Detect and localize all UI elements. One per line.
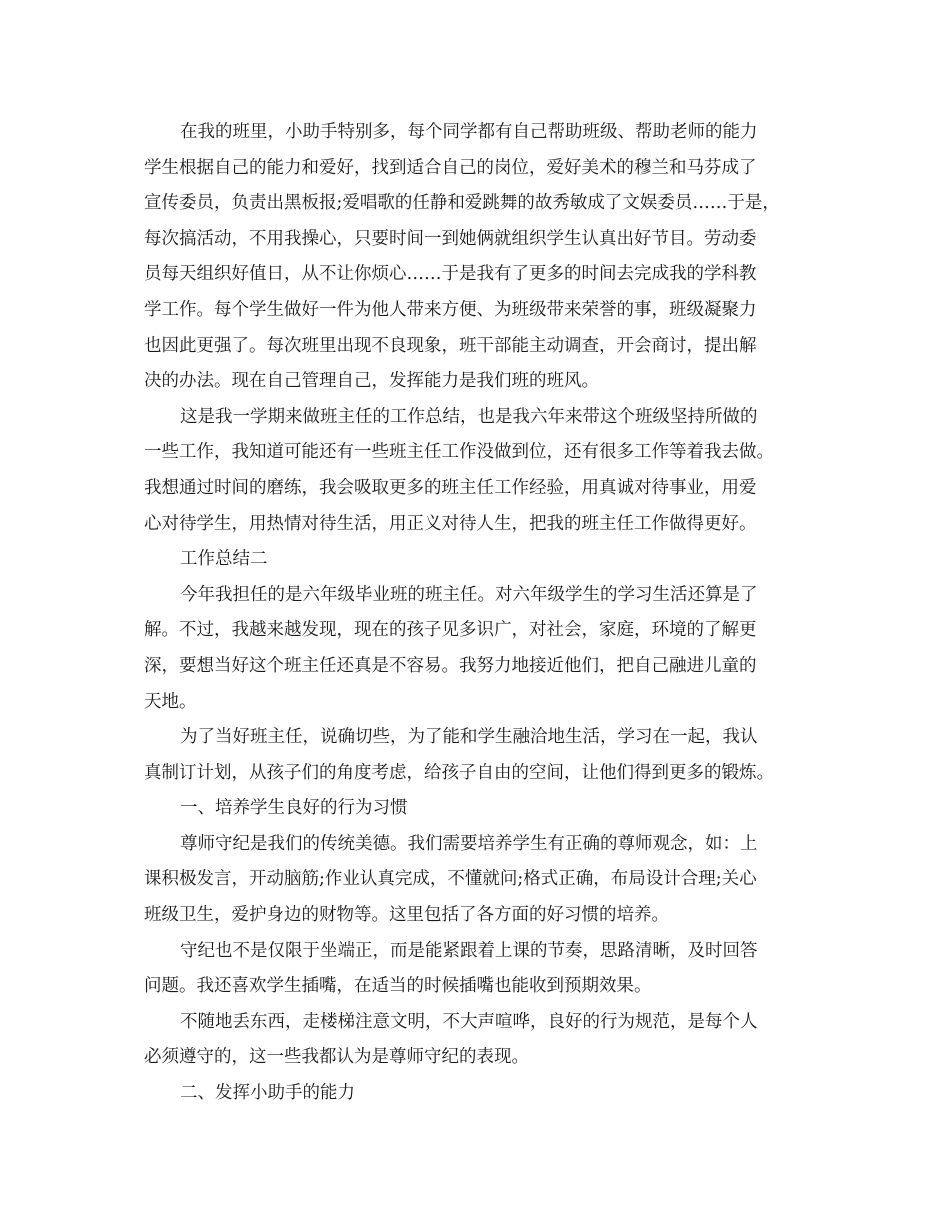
text-line: 每次搞活动，不用我操心，只要时间一到她俩就组织学生认真出好节目。劳动委 — [144, 228, 757, 249]
text-line: 也因此更强了。每次班里出现不良现象，班干部能主动调查，开会商讨，提出解 — [144, 335, 757, 356]
text-line: 解。不过，我越来越发现，现在的孩子见多识广，对社会，家庭，环境的了解更 — [144, 620, 757, 641]
paragraph-first-line: 这是我一学期来做班主任的工作总结，也是我六年来带这个班级坚持所做的 — [180, 406, 758, 427]
paragraph-first-line: 不随地丢东西，走楼梯注意文明，不大声喧哗，良好的行为规范，是每个人 — [180, 1011, 758, 1032]
paragraph-first-line: 守纪也不是仅限于坐端正，而是能紧跟着上课的节奏，思路清晰，及时回答 — [180, 940, 758, 961]
text-line: 心对待学生，用热情对待生活，用正义对待人生，把我的班主任工作做得更好。 — [144, 513, 757, 534]
text-line: 问题。我还喜欢学生插嘴，在适当的时候插嘴也能收到预期效果。 — [144, 976, 652, 997]
paragraph-first-line: 工作总结二 — [180, 549, 268, 570]
text-line: 课积极发言，开动脑筋;作业认真完成，不懂就问;格式正确，布局设计合理;关心 — [144, 869, 757, 890]
paragraph-first-line: 二、发挥小助手的能力 — [180, 1083, 355, 1104]
text-line: 宣传委员，负责出黑板报;爱唱歌的任静和爱跳舞的故秀敏成了文娱委员……于是， — [144, 193, 780, 214]
document-body — [144, 115, 816, 1112]
text-line: 天地。 — [144, 691, 197, 712]
paragraph-first-line: 一、培养学生良好的行为习惯 — [180, 798, 408, 819]
text-line: 班级卫生，爱护身边的财物等。这里包括了各方面的好习惯的培养。 — [144, 905, 669, 926]
text-line: 深，要想当好这个班主任还真是不容易。我努力地接近他们，把自己融进儿童的 — [144, 655, 757, 676]
text-line: 真制订计划，从孩子们的角度考虑，给孩子自由的空间，让他们得到更多的锻炼。 — [144, 762, 774, 783]
text-line: 决的办法。现在自己管理自己，发挥能力是我们班的班风。 — [144, 371, 599, 392]
paragraph-first-line: 尊师守纪是我们的传统美德。我们需要培养学生有正确的尊师观念，如：上 — [180, 833, 758, 854]
text-line: 必须遵守的，这一些我都认为是尊师守纪的表现。 — [144, 1047, 529, 1068]
paragraph-first-line: 为了当好班主任，说确切些，为了能和学生融洽地生活，学习在一起，我认 — [180, 727, 758, 748]
text-line: 员每天组织好值日，从不让你烦心……于是我有了更多的时间去完成我的学科教 — [144, 264, 757, 285]
text-line: 我想通过时间的磨练，我会吸取更多的班主任工作经验，用真诚对待事业，用爱 — [144, 477, 757, 498]
paragraph-first-line: 今年我担任的是六年级毕业班的班主任。对六年级学生的学习生活还算是了 — [180, 584, 758, 605]
text-line: 学生根据自己的能力和爱好，找到适合自己的岗位，爱好美术的穆兰和马芬成了 — [144, 157, 757, 178]
text-line: 学工作。每个学生做好一件为他人带来方便、为班级带来荣誉的事，班级凝聚力 — [144, 299, 757, 320]
text-line: 一些工作，我知道可能还有一些班主任工作没做到位，还有很多工作等着我去做。 — [144, 442, 774, 463]
paragraph-first-line: 在我的班里，小助手特别多，每个同学都有自己帮助班级、帮助老师的能力 — [180, 122, 758, 142]
